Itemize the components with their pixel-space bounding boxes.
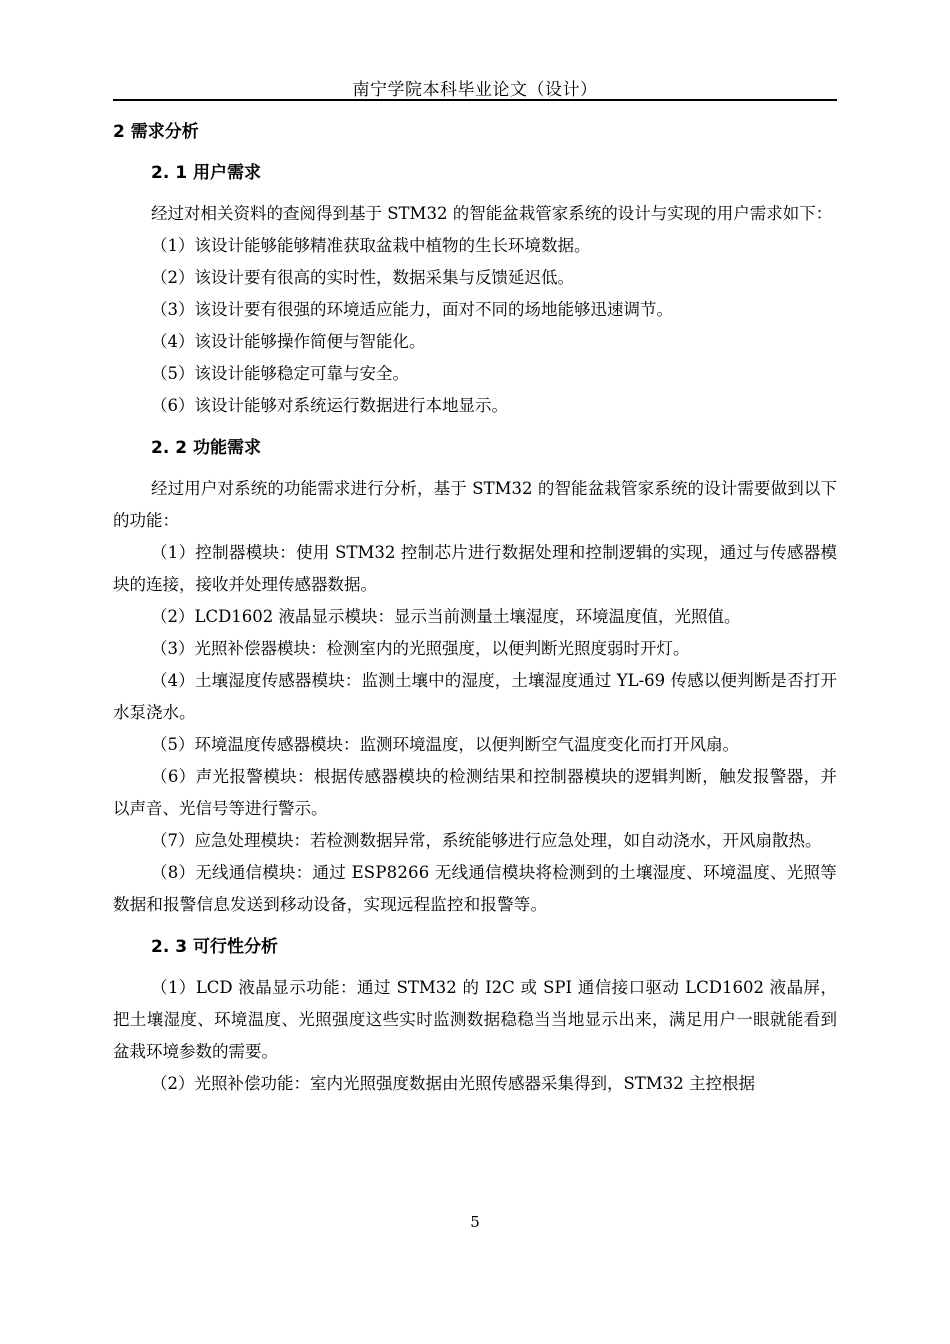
functional-requirement-item: （8）无线通信模块：通过 ESP8266 无线通信模块将检测到的土壤湿度、环境温度、光照等数据和报警信息发送到移动设备，实现远程监控和报警等。 bbox=[113, 863, 837, 914]
functional-requirements-intro: 经过用户对系统的功能需求进行分析，基于 STM32 的智能盆栽管家系统的设计需要做到以下的功能： bbox=[113, 479, 837, 530]
page-number: 5 bbox=[470, 1213, 480, 1231]
functional-requirement-item: （4）土壤湿度传感器模块：监测土壤中的湿度，土壤湿度通过 YL-69 传感以便判断是否打开水泵浇水。 bbox=[113, 671, 837, 722]
functional-requirement-item: （3）光照补偿器模块：检测室内的光照强度，以便判断光照度弱时开灯。 bbox=[151, 639, 690, 658]
feasibility-item: （1）LCD 液晶显示功能：通过 STM32 的 I2C 或 SPI 通信接口驱动 LCD1602 液晶屏，把土壤湿度、环境温度、光照强度这些实时监测数据稳稳当当地显示出来，满足用户一眼就能看到盆栽环境参数的需要。 bbox=[113, 978, 837, 1061]
chapter-heading: 2 需求分析 bbox=[113, 122, 199, 142]
body-content bbox=[113, 116, 837, 1100]
header-divider bbox=[113, 99, 837, 101]
running-header: 南宁学院本科毕业论文（设计） bbox=[352, 80, 598, 100]
functional-requirement-item: （1）控制器模块：使用 STM32 控制芯片进行数据处理和控制逻辑的实现，通过与传感器模块的连接，接收并处理传感器数据。 bbox=[113, 543, 837, 594]
user-requirement-item: （5）该设计能够稳定可靠与安全。 bbox=[151, 364, 409, 383]
user-requirement-item: （1）该设计能够能够精准获取盆栽中植物的生长环境数据。 bbox=[151, 236, 591, 255]
functional-requirement-item: （6）声光报警模块：根据传感器模块的检测结果和控制器模块的逻辑判断，触发报警器，并以声音、光信号等进行警示。 bbox=[113, 767, 837, 818]
functional-requirement-item: （5）环境温度传感器模块：监测环境温度，以便判断空气温度变化而打开风扇。 bbox=[151, 735, 739, 754]
user-requirements-intro: 经过对相关资料的查阅得到基于 STM32 的智能盆栽管家系统的设计与实现的用户需求如下： bbox=[151, 204, 833, 223]
user-requirement-item: （4）该设计能够操作简便与智能化。 bbox=[151, 332, 426, 351]
functional-requirement-item: （2）LCD1602 液晶显示模块：显示当前测量土壤湿度，环境温度值，光照值。 bbox=[151, 607, 741, 626]
section-heading-feasibility-analysis: 2. 3 可行性分析 bbox=[151, 937, 278, 957]
section-heading-user-requirements: 2. 1 用户需求 bbox=[151, 163, 261, 183]
user-requirement-item: （3）该设计要有很强的环境适应能力，面对不同的场地能够迅速调节。 bbox=[151, 300, 673, 319]
functional-requirement-item: （7）应急处理模块：若检测数据异常，系统能够进行应急处理，如自动浇水，开风扇散热。 bbox=[151, 831, 822, 850]
feasibility-item: （2）光照补偿功能：室内光照强度数据由光照传感器采集得到，STM32 主控根据 bbox=[151, 1074, 755, 1093]
user-requirement-item: （2）该设计要有很高的实时性，数据采集与反馈延迟低。 bbox=[151, 268, 574, 287]
user-requirement-item: （6）该设计能够对系统运行数据进行本地显示。 bbox=[151, 396, 508, 415]
section-heading-functional-requirements: 2. 2 功能需求 bbox=[151, 438, 261, 458]
